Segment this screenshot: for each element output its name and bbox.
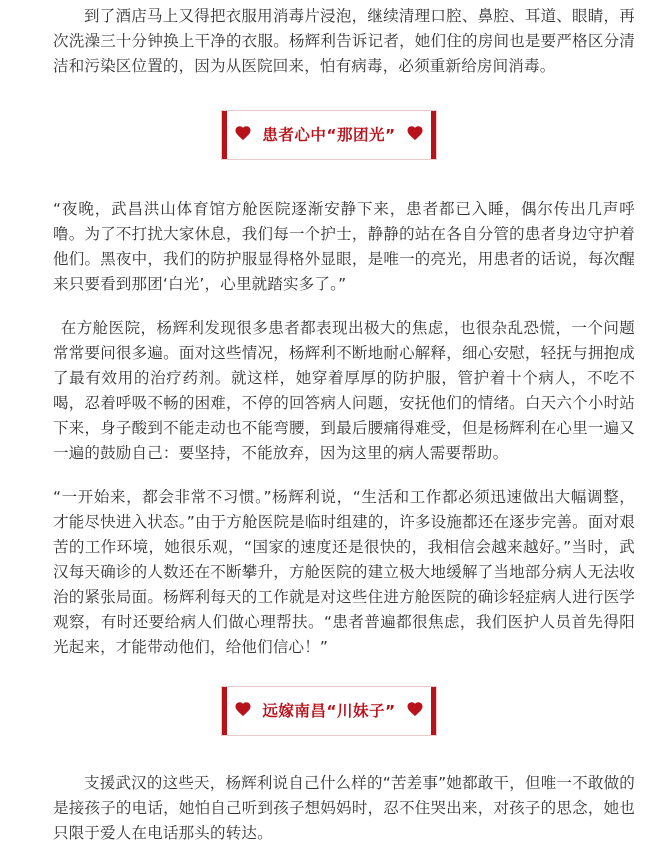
section-heading-1: 患者心中“那团光”	[262, 126, 396, 144]
section-heading-box-2	[221, 686, 437, 736]
paragraph-anxiety: 在方舱医院，杨辉利发现很多患者都表现出极大的焦虑，也很杂乱恐慌，一个问题常常要问很多遍。面对这些情况，杨辉利不断地耐心解释，细心安慰，轻抚与拥抱成了最有效用的治疗药剂。就这样，她穿着厚厚的防护服，管护着十个病人，不吃不喝，忍着呼吸不畅的困难，不停的回答病人问题，安抚他们的情绪。白天六个小时站下来，身子酸到不能走动也不能弯腰，到最后腰痛得难受，但是杨辉利在心里一遍又一遍的鼓励自己：要坚持，不能放弃，因为这里的病人需要帮助。	[53, 319, 635, 462]
heart-icon	[234, 700, 252, 718]
heart-icon	[406, 700, 424, 718]
heading-right-bar	[431, 687, 436, 735]
paragraph-adjustment: “一开始来，都会非常不习惯。”杨辉利说，“生活和工作都必须迅速做出大幅调整，才能尽快进入状态。”由于方舱医院是临时组建的，许多设施都还在逐步完善。面对艰苦的工作环境，她很乐观，“国家的速度还是很快的，我相信会越来越好。”当时，武汉每天确诊的人数还在不断攀升，方舱医院的建立极大地缓解了当地部分病人无法收治的紧张局面。杨辉利每天的工作就是对这些住进方舱医院的确诊轻症病人进行医学观察，有时还要给病人们做心理帮扶。“患者普遍都很焦虑，我们医护人员首先得阳光起来，才能带动他们，给他们信心！”	[53, 488, 635, 656]
heading-left-bar	[222, 111, 227, 159]
heart-icon	[406, 124, 424, 142]
paragraph-night-light: “夜晚，武昌洪山体育馆方舱医院逐渐安静下来，患者都已入睡，偶尔传出几声呼噜。为了不打扰大家休息，我们每一个护士，静静的站在各自分管的患者身边守护着他们。黑夜中，我们的防护服显得格外显眼，是唯一的亮光，用患者的话说，每次醒来只要看到那团‘白光’，心里就踏实多了。”	[53, 200, 635, 293]
heading-right-bar	[431, 111, 436, 159]
paragraph-intro: 到了酒店马上又得把衣服用消毒片浸泡，继续清理口腔、鼻腔、耳道、眼睛，再次洗澡三十分钟换上干净的衣服。杨辉利告诉记者，她们住的房间也是要严格区分清洁和污染区位置的，因为从医院回来，怕有病毒，必须重新给房间消毒。	[53, 7, 635, 75]
section-heading-2: 远嫁南昌“川妹子”	[262, 702, 396, 720]
heart-icon	[234, 124, 252, 142]
paragraph-children: 支援武汉的这些天，杨辉利说自己什么样的“苦差事”她都敢干，但唯一不敢做的是接孩子的电话，她怕自己听到孩子想妈妈时，忍不住哭出来，对孩子的思念，她也只限于爱人在电话那头的转达。	[53, 774, 635, 842]
heading-left-bar	[222, 687, 227, 735]
section-heading-box-1	[221, 110, 437, 160]
